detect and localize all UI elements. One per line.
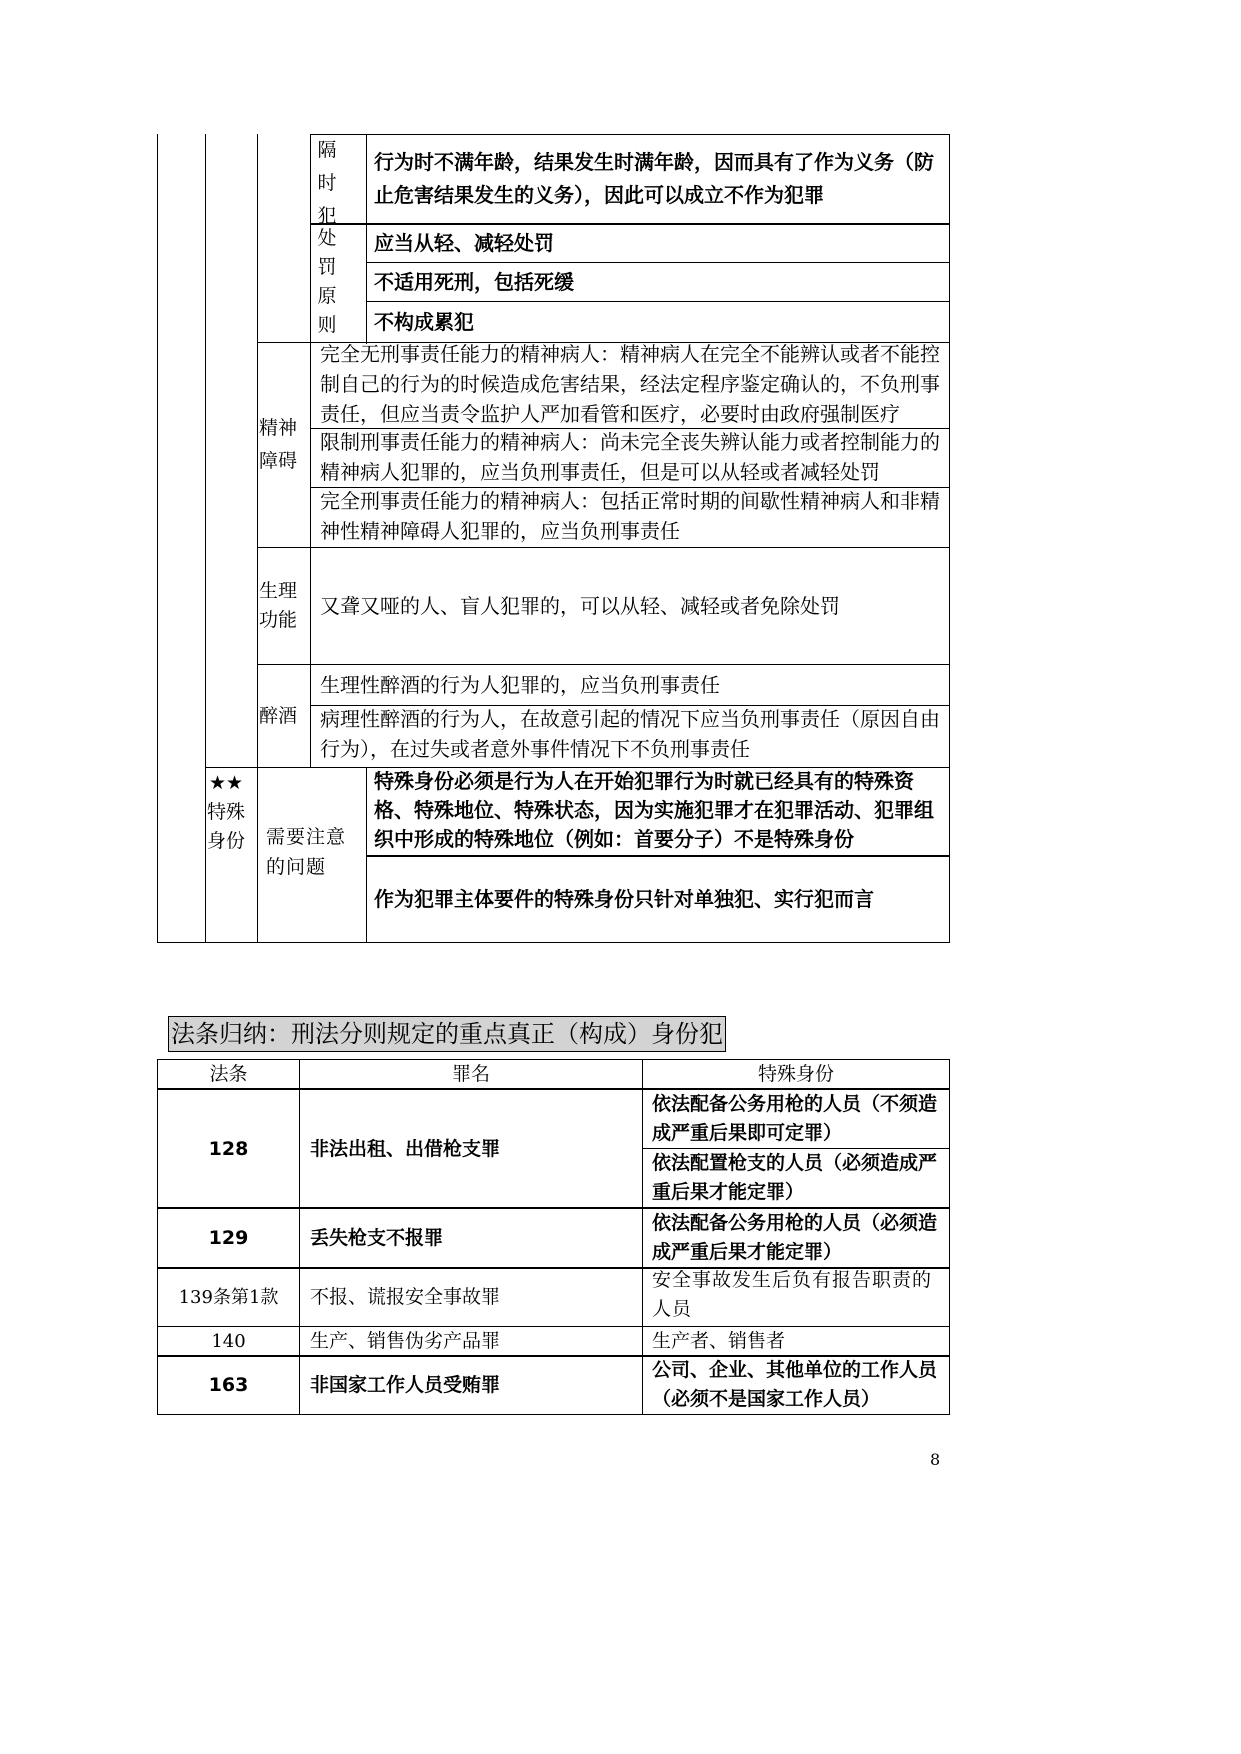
jingshen-item: 限制刑事责任能力的精神病人：尚未完全丧失辨认能力或者控制能力的精神病人犯罪的，应当负刑事责任，但是可以从轻或者减轻处罚 xyxy=(320,430,940,484)
gedui-text-cell xyxy=(374,134,944,224)
column-divider xyxy=(310,664,311,767)
table-row-identity: 安全事故发生后负有报告职责的人员 xyxy=(652,1269,933,1320)
table-right-border xyxy=(949,134,950,943)
zuijiu-item: 病理性醉酒的行为人，在故意引起的情况下应当负刑事责任（原因自由行为），在过失或者意外事件情况下不负刑事责任 xyxy=(320,707,940,761)
shengli-label-cell xyxy=(258,548,310,664)
column-divider xyxy=(299,1059,300,1415)
shengli-label: 生理功能 xyxy=(258,580,297,631)
column-divider xyxy=(642,1059,643,1415)
chufa-label-cell xyxy=(311,224,366,342)
teshu-item: 特殊身份必须是行为人在开始犯罪行为时就已经具有的特殊资格、特殊地位、特殊状态，因为实施犯罪才在犯罪活动、犯罪组织中形成的特殊地位（例如：首要分子）不是特殊身份 xyxy=(374,769,934,851)
table-left-border xyxy=(157,134,158,943)
gedui-label: 隔时犯 xyxy=(317,139,337,227)
column-divider xyxy=(366,134,367,344)
table-row-crime: 丢失枪支不报罪 xyxy=(310,1226,444,1249)
header-law: 法条 xyxy=(209,1062,248,1085)
table-row-law: 163 xyxy=(208,1374,249,1396)
table-row-identity: 生产者、销售者 xyxy=(652,1329,786,1352)
table-row-crime: 非法出租、出借枪支罪 xyxy=(310,1137,501,1160)
table-row-identity: 依法配备公务用枪的人员（不须造成严重后果即可定罪） xyxy=(652,1093,938,1144)
jingshen-item: 完全无刑事责任能力的精神病人：精神病人在完全不能辨认或者不能控制自己的行为的时候造成危害结果，经法定程序鉴定确认的，不负刑事责任，但应当责令监护人严加看管和医疗，必要时由政府强制医疗 xyxy=(320,342,940,426)
table-row-identity: 依法配备公务用枪的人员（必须造成严重后果才能定罪） xyxy=(652,1212,938,1263)
header-identity: 特殊身份 xyxy=(757,1062,834,1085)
shengli-text-cell xyxy=(320,548,945,664)
table-row-identity: 公司、企业、其他单位的工作人员（必须不是国家工作人员） xyxy=(652,1359,938,1410)
section-heading: 法条归纳：刑法分则规定的重点真正（构成）身份犯 xyxy=(168,1016,726,1052)
table-row-law: 128 xyxy=(208,1137,249,1160)
zuijiu-item: 生理性醉酒的行为人犯罪的，应当负刑事责任 xyxy=(320,672,720,697)
column-divider xyxy=(310,547,311,664)
gedui-text: 行为时不满年龄，结果发生时满年龄，因而具有了作为义务（防止危害结果发生的义务），因此可以成立不作为犯罪 xyxy=(374,150,934,207)
table-row-law: 139条第1款 xyxy=(178,1286,279,1308)
gedui-label-cell xyxy=(311,134,366,227)
header-crime: 罪名 xyxy=(451,1062,490,1085)
chufa-item: 应当从轻、减轻处罚 xyxy=(374,230,554,255)
zuijiu-label-cell xyxy=(258,665,310,767)
column-divider xyxy=(310,342,311,547)
zuijiu-label: 醉酒 xyxy=(258,704,297,727)
jingshen-item: 完全刑事责任能力的精神病人：包括正常时期的间歇性精神病人和非精神性精神障碍人犯罪的，应当负刑事责任 xyxy=(320,489,940,543)
table-row-crime: 不报、谎报安全事故罪 xyxy=(310,1285,501,1308)
teshu-sub-label: 需要注意的问题 xyxy=(266,826,347,878)
table-bottom-border xyxy=(157,942,950,943)
chufa-label: 处罚原则 xyxy=(317,227,337,336)
page-number: 8 xyxy=(930,1450,941,1469)
table-row-identity: 依法配置枪支的人员（必须造成严重后果才能定罪） xyxy=(652,1152,938,1203)
teshu-label-cell xyxy=(206,768,257,942)
jingshen-label: 精神障碍 xyxy=(258,417,297,472)
chufa-item: 不适用死刑，包括死缓 xyxy=(374,269,574,294)
shengli-text: 又聋又哑的人、盲人犯罪的，可以从轻、减轻或者免除处罚 xyxy=(320,593,840,618)
jingshen-label-cell xyxy=(258,343,310,547)
teshu-item: 作为犯罪主体要件的特殊身份只针对单独犯、实行犯而言 xyxy=(374,887,874,911)
chufa-item: 不构成累犯 xyxy=(374,309,474,334)
table-row-crime: 非国家工作人员受贿罪 xyxy=(310,1374,501,1396)
table-row-law: 129 xyxy=(208,1226,249,1249)
table-row-crime: 生产、销售伪劣产品罪 xyxy=(310,1329,501,1352)
teshu-label: ★★特殊身份 xyxy=(206,772,245,852)
table-row-law: 140 xyxy=(211,1330,246,1352)
